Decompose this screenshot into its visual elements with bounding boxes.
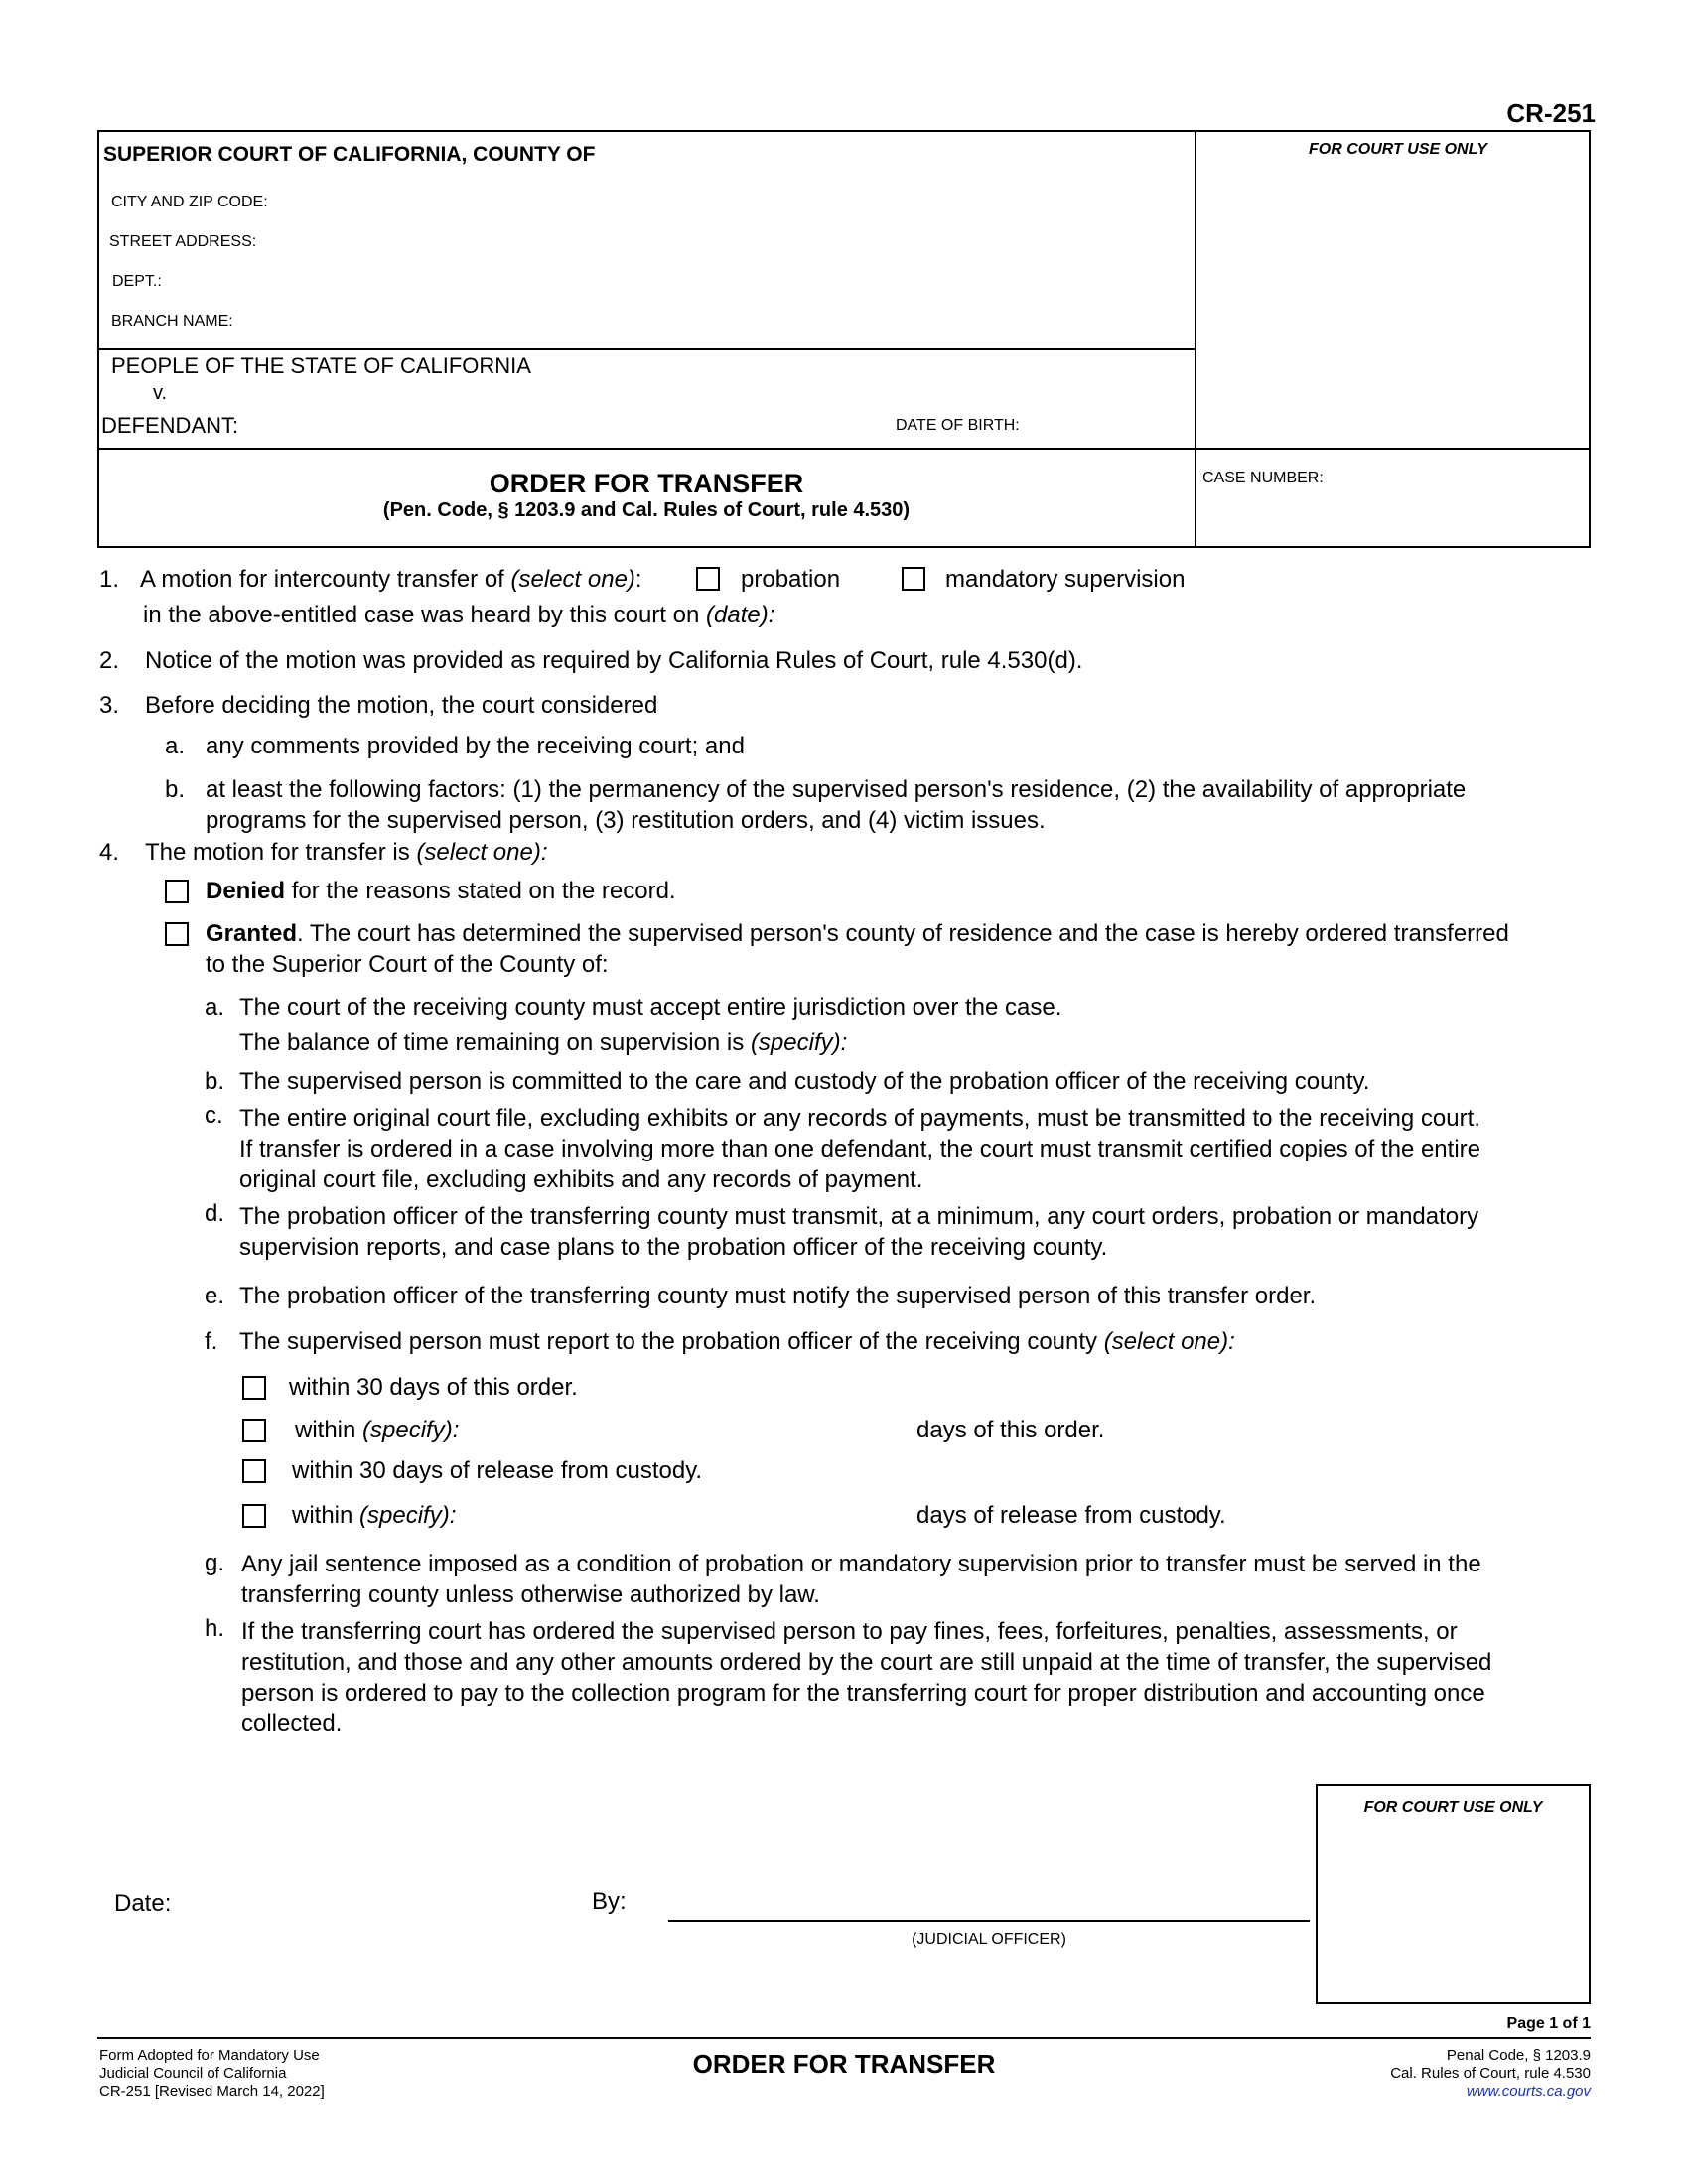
probation-checkbox[interactable]	[696, 567, 720, 591]
item4h-number: h.	[205, 1615, 225, 1642]
report-days-field[interactable]	[477, 1415, 904, 1444]
granted-checkbox[interactable]	[165, 922, 189, 946]
branch-name-label: BRANCH NAME:	[111, 313, 233, 330]
item4a-number: a.	[205, 994, 225, 1021]
court-use-only-label: FOR COURT USE ONLY	[1309, 141, 1487, 158]
item4f-number: f.	[205, 1328, 218, 1355]
item4f-text: The supervised person must report to the probation officer of the receiving county (select one):	[239, 1328, 1235, 1355]
signature-line	[668, 1920, 1310, 1922]
balance-time-field[interactable]	[884, 1027, 1380, 1057]
by-label: By:	[592, 1888, 627, 1915]
form-title: ORDER FOR TRANSFER	[489, 469, 804, 498]
city-zip-label: CITY AND ZIP CODE:	[111, 194, 268, 210]
street-address-field[interactable]	[288, 228, 1172, 256]
item4a-line1: The court of the receiving county must accept entire jurisdiction over the case.	[239, 994, 1062, 1021]
report-specify-release-suffix: days of release from custody.	[916, 1502, 1226, 1529]
item4d-number: d.	[205, 1200, 225, 1227]
dept-field[interactable]	[288, 268, 1172, 296]
report-specify-release-label: within (specify):	[292, 1502, 457, 1529]
page-number: Page 1 of 1	[1506, 2015, 1591, 2032]
court-use-box	[1316, 1784, 1591, 2004]
court-label: SUPERIOR COURT OF CALIFORNIA, COUNTY OF	[103, 143, 596, 166]
case-number-label: CASE NUMBER:	[1202, 470, 1324, 486]
item3b-text: at least the following factors: (1) the permanency of the supervised person's residence, (2) the availability of appropriate programs for the supervised person, (3) restitution orders, and (4) victim issues.	[206, 776, 1467, 834]
item4g-text: Any jail sentence imposed as a condition of probation or mandatory supervision prior to transfer must be served in the transferring county unless otherwise authorized by law.	[241, 1551, 1481, 1608]
footer-rule	[97, 2037, 1591, 2039]
report-30-days-checkbox[interactable]	[242, 1376, 266, 1400]
item4c-text: The entire original court file, excluding exhibits or any records of payments, must be transmitted to the receiving court. If transfer is ordered in a case involving more than one defendant, the court must transmit certified copies of the entire original court file, excluding exhibits and any records of payment.	[239, 1105, 1480, 1193]
dob-label: DATE OF BIRTH:	[896, 417, 1020, 434]
item4a-line2: The balance of time remaining on supervision is (specify):	[239, 1029, 848, 1056]
report-release-days-field[interactable]	[477, 1500, 904, 1530]
item4d-text: The probation officer of the transferring county must transmit, at a minimum, any court orders, probation or mandatory supervision reports, and case plans to the probation officer of the receiving county.	[239, 1203, 1479, 1261]
denied-text: Denied for the reasons stated on the record.	[206, 878, 676, 904]
receiving-county-field[interactable]	[635, 948, 1192, 978]
judicial-officer-label: (JUDICIAL OFFICER)	[912, 1931, 1066, 1948]
dob-field[interactable]	[1033, 409, 1182, 439]
street-address-label: STREET ADDRESS:	[109, 233, 257, 250]
footer-left: Form Adopted for Mandatory Use Judicial Council of California CR-251 [Revised March 14, 2022]	[99, 2047, 325, 2100]
courts-website-link[interactable]: www.courts.ca.gov	[1466, 2083, 1591, 2100]
item2-number: 2.	[99, 647, 120, 674]
hearing-date-field[interactable]	[814, 600, 1211, 629]
mandatory-supervision-label: mandatory supervision	[945, 566, 1186, 593]
date-label: Date:	[114, 1890, 172, 1917]
item4g-number: g.	[205, 1550, 225, 1576]
item4b-text: The supervised person is committed to the care and custody of the probation officer of the receiving county.	[239, 1068, 1370, 1095]
granted-text: Granted. The court has determined the supervised person's county of residence and the case is hereby ordered transferred to the Superior Court of the County of:	[206, 920, 1509, 978]
defendant-field[interactable]	[258, 407, 854, 437]
footer-right: Penal Code, § 1203.9 Cal. Rules of Court, rule 4.530 www.courts.ca.gov	[1390, 2047, 1591, 2100]
item4h-text: If the transferring court has ordered the supervised person to pay fines, fees, forfeitures, penalties, assessments, or restitution, and those and any other amounts ordered by the court are still unpaid at the time of transfer, the supervised person is ordered to pay to the collection program for the transferring court for proper distribution and accounting once collected.	[241, 1618, 1492, 1737]
case-number-field[interactable]	[1202, 496, 1580, 536]
item3a-number: a.	[165, 733, 186, 759]
dept-label: DEPT.:	[112, 273, 162, 290]
item4c-number: c.	[205, 1102, 223, 1129]
item4-number: 4.	[99, 839, 120, 866]
report-30-days-label: within 30 days of this order.	[289, 1374, 578, 1401]
item1-number: 1.	[99, 566, 120, 593]
report-30-days-release-label: within 30 days of release from custody.	[292, 1457, 703, 1484]
denied-checkbox[interactable]	[165, 880, 189, 903]
city-zip-field[interactable]	[288, 189, 1172, 216]
item4e-number: e.	[205, 1283, 225, 1309]
item4-text: The motion for transfer is (select one):	[145, 839, 548, 866]
report-specify-release-checkbox[interactable]	[242, 1504, 266, 1528]
report-30-days-release-checkbox[interactable]	[242, 1459, 266, 1483]
item2-text: Notice of the motion was provided as required by California Rules of Court, rule 4.530(d).	[145, 647, 1083, 674]
item3a-text: any comments provided by the receiving court; and	[206, 733, 745, 759]
item1-text: A motion for intercounty transfer of (select one):	[140, 566, 642, 593]
report-specify-days-checkbox[interactable]	[242, 1419, 266, 1442]
item3-number: 3.	[99, 692, 120, 719]
item4b-number: b.	[205, 1068, 225, 1095]
defendant-label: DEFENDANT:	[101, 413, 239, 438]
judicial-officer-signature-field[interactable]	[668, 1881, 1310, 1919]
item3-text: Before deciding the motion, the court considered	[145, 692, 658, 719]
item4e-text: The probation officer of the transferring county must notify the supervised person of this transfer order.	[239, 1283, 1317, 1309]
court-use-only-bottom-label: FOR COURT USE ONLY	[1363, 1799, 1543, 1816]
report-specify-days-suffix: days of this order.	[916, 1417, 1105, 1443]
branch-name-field[interactable]	[288, 308, 1172, 336]
versus-label: v.	[153, 382, 168, 404]
item3b-number: b.	[165, 776, 186, 803]
item1-line2: in the above-entitled case was heard by this court on (date):	[143, 602, 775, 628]
form-subtitle: (Pen. Code, § 1203.9 and Cal. Rules of Court, rule 4.530)	[382, 499, 911, 521]
people-label: PEOPLE OF THE STATE OF CALIFORNIA	[111, 353, 531, 378]
footer-title: ORDER FOR TRANSFER	[692, 2049, 996, 2079]
mandatory-supervision-checkbox[interactable]	[902, 567, 925, 591]
report-specify-days-label: within (specify):	[295, 1417, 460, 1443]
form-id: CR-251	[1506, 98, 1596, 128]
signature-date-field[interactable]	[199, 1881, 576, 1917]
probation-label: probation	[741, 566, 841, 593]
